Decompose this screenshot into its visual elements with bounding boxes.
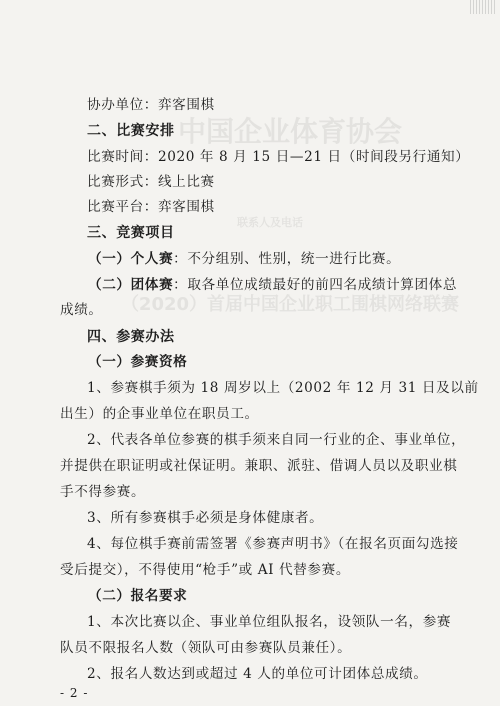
registration-item-2: 2、报名人数达到或超过 4 人的单位可计团体总成绩。 — [87, 666, 428, 682]
eligibility-item-4-cont: 受后提交），不得使用“枪手”或 AI 代替参赛。 — [60, 562, 351, 578]
registration-item-1-cont: 队员不限报名人数（领队可由参赛队员兼任）。 — [60, 640, 352, 656]
team-event-text: ：取各单位成绩最好的前四名成绩计算团体总 — [173, 277, 458, 293]
section-heading-events: 三、竞赛项目 — [87, 225, 175, 241]
team-event — [0, 276, 500, 294]
eligibility-item-2: 2、代表各单位参赛的棋手须来自同一行业的企、事业单位， — [87, 432, 466, 448]
eligibility-item-1: 1、参赛棋手须为 18 周岁以上（2002 年 12 月 31 日及以前 — [87, 380, 479, 396]
eligibility-item-1-cont: 出生）的企事业单位在职员工。 — [60, 406, 259, 422]
subheading-registration: （二）报名要求 — [88, 588, 188, 604]
scan-corner-mark — [470, 0, 496, 14]
eligibility-item-2-cont2: 手不得参赛。 — [60, 484, 146, 500]
individual-event — [0, 250, 500, 268]
individual-event-label: （一）个人赛 — [88, 251, 174, 267]
bleed-through-text: 联系人及电话 — [237, 216, 303, 229]
schedule-platform: 比赛平台：弈客围棋 — [87, 199, 215, 215]
page-number: - 2 - — [60, 686, 89, 700]
registration-item-1: 1、本次比赛以企、事业单位组队报名，设领队一名，参赛 — [87, 614, 452, 630]
schedule-time: 比赛时间：2020 年 8 月 15 日—21 日（时间段另行通知） — [87, 149, 470, 165]
schedule-format: 比赛形式：线上比赛 — [87, 174, 215, 190]
section-heading-method: 四、参赛办法 — [87, 329, 175, 345]
individual-event-text: ：不分组别、性别，统一进行比赛。 — [173, 251, 401, 267]
team-event-continued: 成绩。 — [60, 302, 103, 318]
subheading-eligibility: （一）参赛资格 — [88, 354, 188, 370]
bleed-through-text: 中国企业体育协会 — [177, 115, 402, 148]
team-event-label: （二）团体赛 — [88, 277, 174, 293]
eligibility-item-4: 4、每位棋手赛前需签署《参赛声明书》（在报名页面勾选接 — [87, 536, 459, 552]
eligibility-item-3: 3、所有参赛棋手必须是身体健康者。 — [87, 510, 324, 526]
section-heading-schedule: 二、比赛安排 — [87, 123, 175, 139]
bleed-through-text: （2020）首届中国企业职工围棋网络联赛 — [120, 294, 460, 315]
co-organizer-line: 协办单位：弈客围棋 — [87, 97, 215, 113]
eligibility-item-2-cont: 并提供在职证明或社保证明。兼职、派驻、借调人员以及职业棋 — [60, 458, 458, 474]
